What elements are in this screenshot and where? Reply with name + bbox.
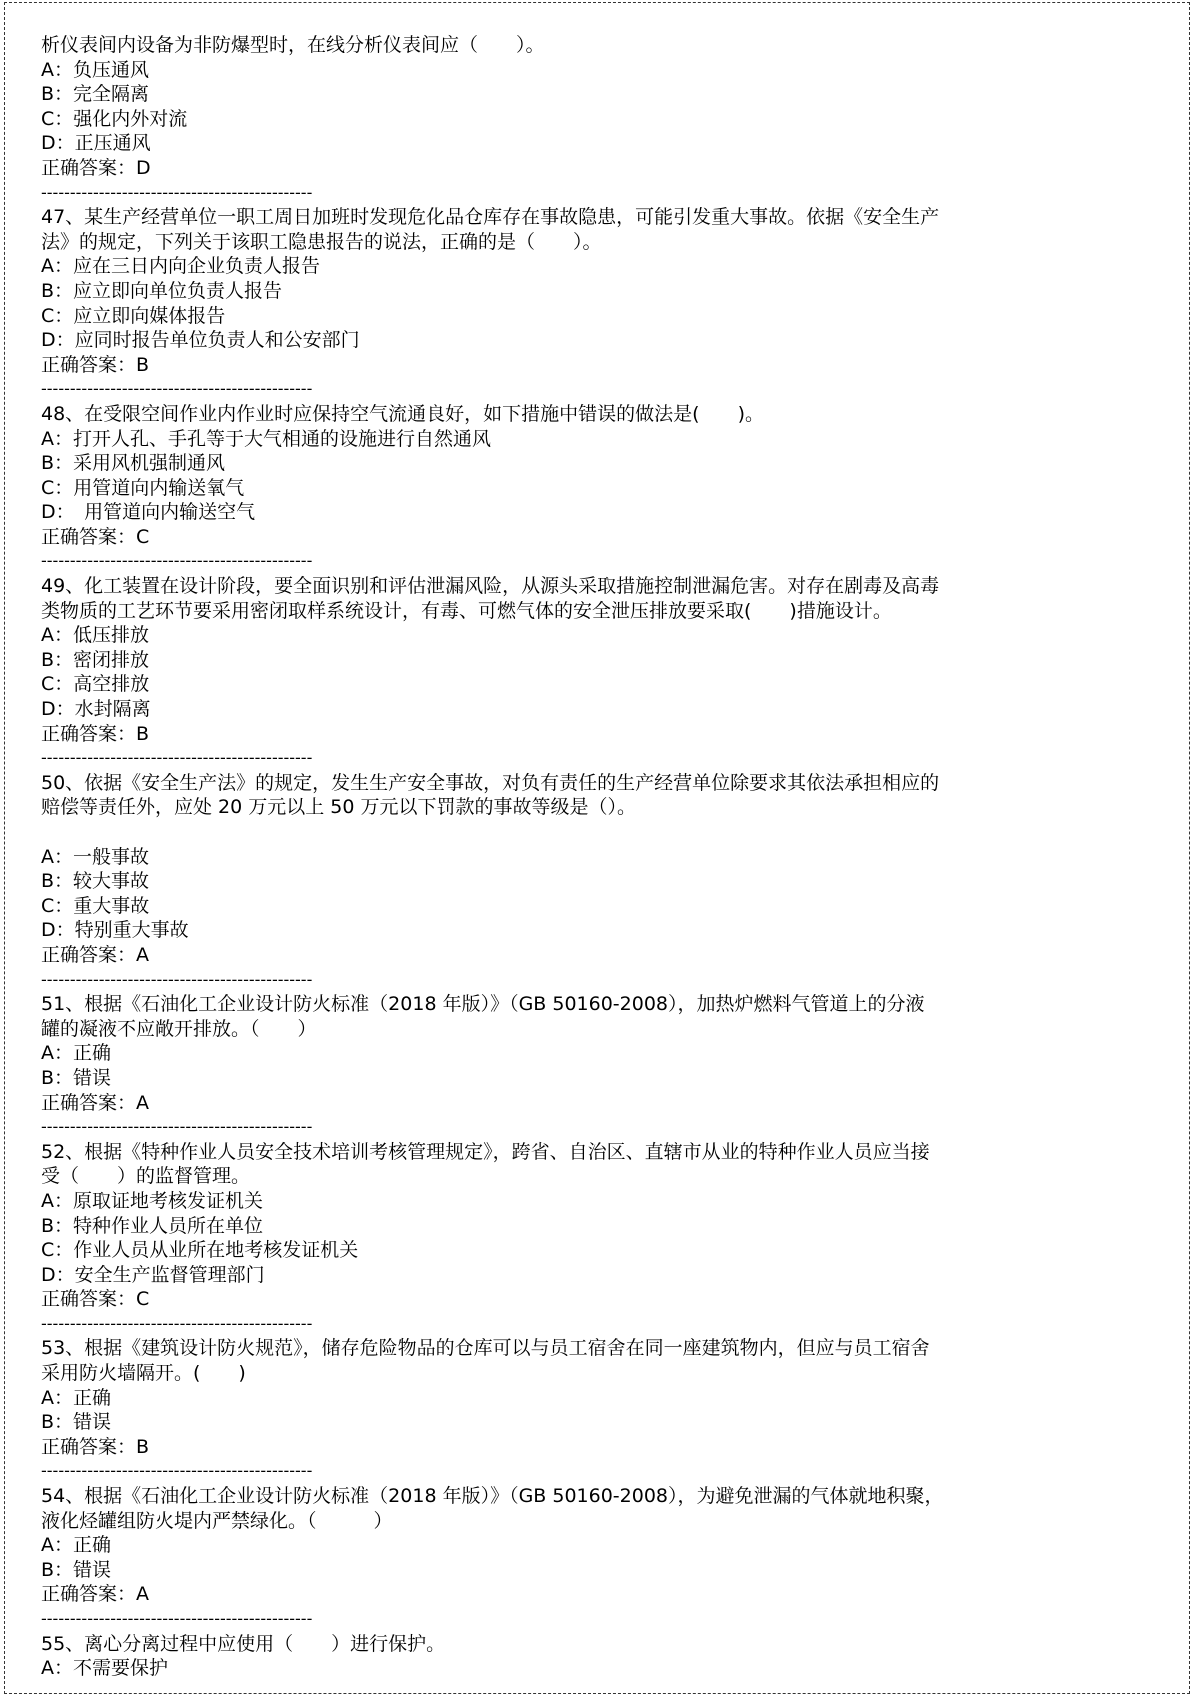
correct-answer: 正确答案：D <box>41 156 151 179</box>
correct-answer: 正确答案：A <box>41 943 149 966</box>
answer-option: C：高空排放 <box>41 673 150 696</box>
correct-answer: 正确答案：B <box>41 1435 150 1458</box>
answer-option: C：应立即向媒体报告 <box>41 304 226 327</box>
question-stem-line: 类物质的工艺环节要采用密闭取样系统设计，有毒、可燃气体的安全泄压排放要采取( )措施设计。 <box>41 599 892 622</box>
answer-option: A：一般事故 <box>41 845 149 868</box>
question-separator: ----------------------------------------------- <box>41 748 313 768</box>
answer-option: A：正确 <box>41 1534 111 1557</box>
correct-answer: 正确答案：A <box>41 1583 149 1606</box>
answer-option: D：水封隔离 <box>41 698 151 721</box>
question-stem-line: 50、依据《安全生产法》的规定，发生生产安全事故，对负有责任的生产经营单位除要求其依法承担相应的 <box>41 771 940 794</box>
answer-option: B：错误 <box>41 1066 112 1089</box>
question-stem-line: 48、在受限空间作业内作业时应保持空气流通良好，如下措施中错误的做法是( )。 <box>41 402 765 425</box>
answer-option: D： 用管道向内输送空气 <box>41 501 256 524</box>
question-stem-line: 液化烃罐组防火堤内严禁绿化。（ ） <box>41 1509 393 1532</box>
page-frame <box>4 2 1190 1694</box>
answer-option: A：正确 <box>41 1386 111 1409</box>
question-separator: ----------------------------------------------- <box>41 551 313 571</box>
question-stem-line: 51、根据《石油化工企业设计防火标准（2018 年版）》（GB 50160-2008），加热炉燃料气管道上的分液 <box>41 993 925 1016</box>
question-stem-line: 49、化工装置在设计阶段，要全面识别和评估泄漏风险，从源头采取措施控制泄漏危害。对存在剧毒及高毒 <box>41 575 940 598</box>
answer-option: B：较大事故 <box>41 870 150 893</box>
correct-answer: 正确答案：B <box>41 722 150 745</box>
answer-option: C：用管道向内输送氧气 <box>41 476 245 499</box>
question-separator: ----------------------------------------------- <box>41 1461 313 1481</box>
correct-answer: 正确答案：C <box>41 1288 150 1311</box>
answer-option: B：特种作业人员所在单位 <box>41 1214 264 1237</box>
answer-option: B：完全隔离 <box>41 83 150 106</box>
question-stem-line: 54、根据《石油化工企业设计防火标准（2018 年版）》（GB 50160-2008），为避免泄漏的气体就地积聚， <box>41 1485 944 1508</box>
answer-option: A：负压通风 <box>41 58 149 81</box>
answer-option: C：强化内外对流 <box>41 107 188 130</box>
answer-option: A：原取证地考核发证机关 <box>41 1189 263 1212</box>
answer-option: B：密闭排放 <box>41 648 150 671</box>
answer-option: A：正确 <box>41 1042 111 1065</box>
answer-option: A：低压排放 <box>41 624 149 647</box>
question-stem-line: 47、某生产经营单位一职工周日加班时发现危化品仓库存在事故隐患，可能引发重大事故。依据《安全生产 <box>41 206 940 229</box>
question-stem-line: 55、离心分离过程中应使用（ ）进行保护。 <box>41 1632 446 1655</box>
answer-option: B：采用风机强制通风 <box>41 452 226 475</box>
question-separator: ----------------------------------------------- <box>41 1313 313 1333</box>
question-stem-line: 罐的凝液不应敞开排放。（ ） <box>41 1017 317 1040</box>
question-separator: ----------------------------------------------- <box>41 182 313 202</box>
answer-option: C：重大事故 <box>41 894 150 917</box>
answer-option: D：正压通风 <box>41 132 151 155</box>
question-stem-line: 赔偿等责任外，应处 20 万元以上 50 万元以下罚款的事故等级是（）。 <box>41 796 637 819</box>
answer-option: A：应在三日内向企业负责人报告 <box>41 255 320 278</box>
answer-option: A：不需要保护 <box>41 1657 168 1680</box>
question-separator: ----------------------------------------------- <box>41 969 313 989</box>
blank-line <box>41 820 1141 845</box>
answer-option: B：错误 <box>41 1411 112 1434</box>
answer-option: D：特别重大事故 <box>41 919 189 942</box>
question-separator: ----------------------------------------------- <box>41 1117 313 1137</box>
answer-option: D：安全生产监督管理部门 <box>41 1263 265 1286</box>
answer-option: B：错误 <box>41 1558 112 1581</box>
question-stem-line: 采用防火墙隔开。( ) <box>41 1362 246 1385</box>
question-stem-line: 法》的规定，下列关于该职工隐患报告的说法，正确的是（ ）。 <box>41 230 602 253</box>
correct-answer: 正确答案：B <box>41 353 150 376</box>
question-list <box>41 33 1141 1681</box>
answer-option: D：应同时报告单位负责人和公安部门 <box>41 329 360 352</box>
correct-answer: 正确答案：C <box>41 525 150 548</box>
question-stem-line: 受（ ）的监督管理。 <box>41 1165 251 1188</box>
correct-answer: 正确答案：A <box>41 1091 149 1114</box>
question-stem-line: 53、根据《建筑设计防火规范》，储存危险物品的仓库可以与员工宿舍在同一座建筑物内，但应与员工宿舍 <box>41 1337 930 1360</box>
question-stem-line: 析仪表间内设备为非防爆型时，在线分析仪表间应（ ）。 <box>41 34 545 56</box>
answer-option: A：打开人孔、手孔等于大气相通的设施进行自然通风 <box>41 427 491 450</box>
answer-option: B：应立即向单位负责人报告 <box>41 279 283 302</box>
question-stem-line: 52、根据《特种作业人员安全技术培训考核管理规定》，跨省、自治区、直辖市从业的特种作业人员应当接 <box>41 1140 930 1163</box>
question-separator: ----------------------------------------------- <box>41 1609 313 1628</box>
answer-option: C：作业人员从业所在地考核发证机关 <box>41 1239 359 1262</box>
question-separator: ----------------------------------------------- <box>41 379 313 399</box>
